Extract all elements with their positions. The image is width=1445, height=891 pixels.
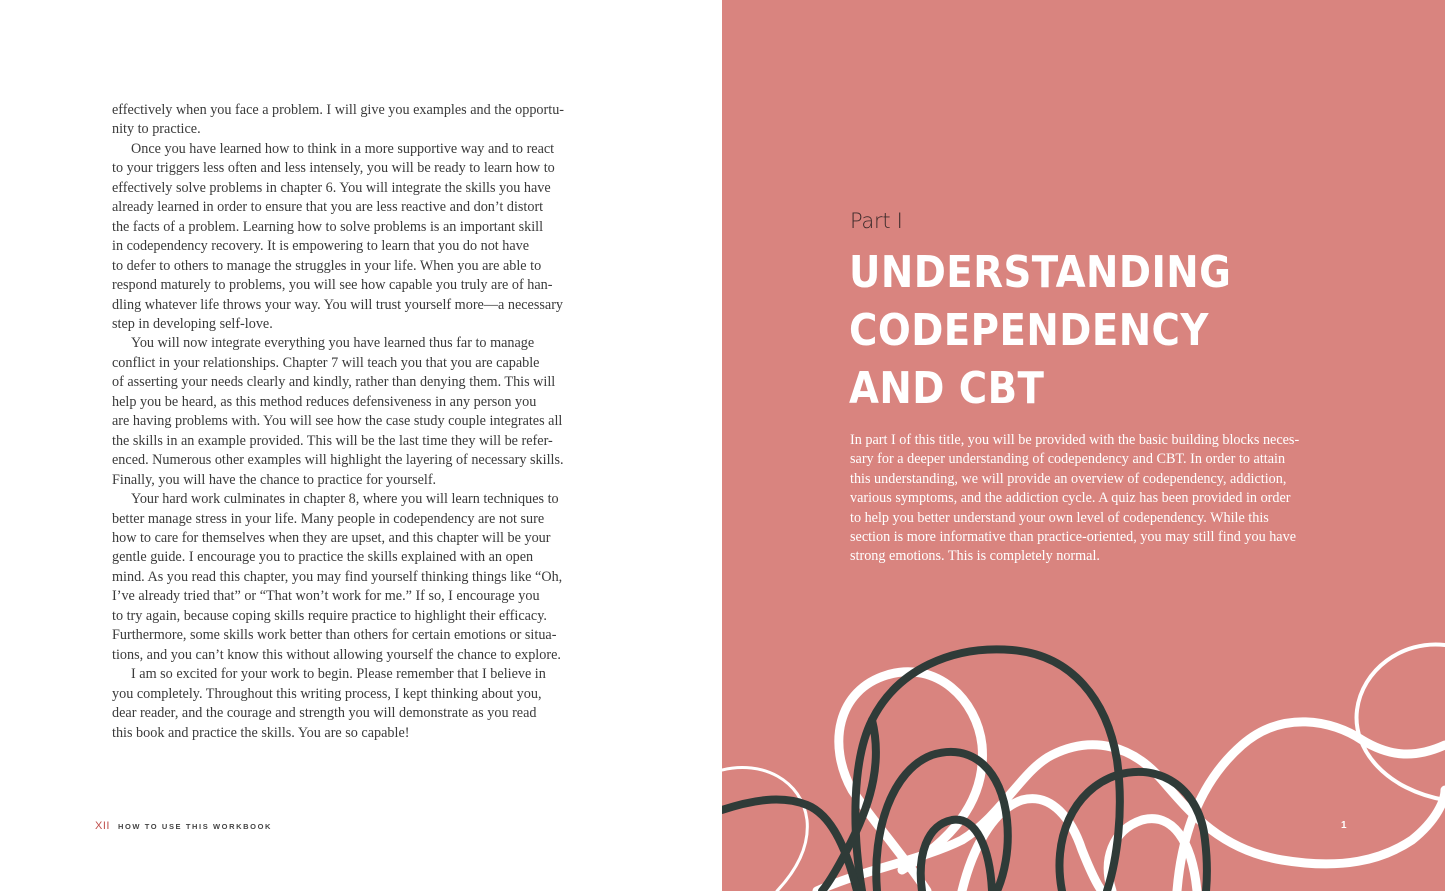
text-line: Once you have learned how to think in a more supportive way and to react (131, 140, 555, 157)
title-line: CODEPENDENCY (849, 305, 1209, 356)
part-label: Part I (850, 209, 903, 233)
text-line: to try again, because coping skills require practice to highlight their efficacy. (112, 607, 547, 624)
left-folio (95, 820, 272, 832)
text-line: Furthermore, some skills work better than others for certain emotions or situa- (112, 627, 557, 644)
text-line: section is more informative than practice-oriented, you may still find you have (850, 529, 1296, 546)
text-line: Your hard work culminates in chapter 8, where you will learn techniques to (131, 491, 559, 508)
text-line: mind. As you read this chapter, you may find yourself thinking things like “Oh, (112, 568, 563, 585)
text-line: step in developing self-love. (112, 315, 273, 332)
text-line: I am so excited for your work to begin. Please remember that I believe in (131, 666, 546, 683)
text-line: to defer to others to manage the struggles in your life. When you are able to (112, 257, 542, 274)
text-line: to help you better understand your own level of codependency. While this (850, 509, 1269, 526)
text-line: dling whatever life throws your way. You will trust yourself more—a necessary (112, 296, 564, 313)
paragraph-2 (112, 140, 602, 335)
part-intro (850, 431, 1340, 567)
text-line: help you be heard, as this method reduces defensiveness in any person you (112, 393, 537, 410)
right-page (722, 0, 1445, 891)
text-line: the skills in an example provided. This will be the last time they will be refer- (112, 432, 553, 449)
page-number: XII (95, 820, 110, 832)
text-line: I’ve already tried that” or “That won’t work for me.” If so, I encourage you (112, 588, 540, 605)
text-line: In part I of this title, you will be provided with the basic building blocks neces- (850, 432, 1300, 448)
paragraph-1 (112, 101, 602, 140)
text-line: in codependency recovery. It is empowering to learn that you do not have (112, 238, 530, 255)
text-line: dear reader, and the courage and strength you will demonstrate as you read (112, 705, 537, 722)
text-line: tions, and you can’t know this without allowing yourself the chance to explore. (112, 646, 561, 663)
running-head: HOW TO USE THIS WORKBOOK (117, 822, 273, 831)
page-number: 1 (1341, 820, 1347, 831)
text-line: how to care for themselves when they are upset, and this chapter will be your (112, 529, 551, 546)
title-line: AND CBT (849, 363, 1045, 414)
text-line: You will now integrate everything you have learned thus far to manage (131, 335, 535, 352)
text-line: effectively solve problems in chapter 6. You will integrate the skills you have (112, 179, 551, 196)
text-line: this book and practice the skills. You are so capable! (112, 724, 410, 741)
text-line: conflict in your relationships. Chapter 7 will teach you that you are capable (112, 354, 540, 371)
left-page (0, 0, 722, 891)
text-line: Finally, you will have the chance to practice for yourself. (112, 471, 437, 488)
title-line: UNDERSTANDING (849, 247, 1232, 298)
text-line: sary for a deeper understanding of codependency and CBT. In order to attain (850, 451, 1286, 468)
text-line: better manage stress in your life. Many people in codependency are not sure (112, 510, 545, 527)
text-line: this understanding, we will provide an overview of codependency, addiction, (850, 470, 1287, 487)
text-line: gentle guide. I encourage you to practice the skills explained with an open (112, 549, 534, 566)
text-line: effectively when you face a problem. I will give you examples and the opportu- (112, 102, 565, 118)
text-line: strong emotions. This is completely normal. (850, 548, 1100, 565)
left-page-body (112, 101, 602, 743)
text-line: you completely. Throughout this writing process, I kept thinking about you, (112, 685, 542, 702)
text-line: already learned in order to ensure that you are less reactive and don’t distort (112, 199, 544, 216)
text-line: to your triggers less often and less intensely, you will be ready to learn how to (112, 160, 555, 177)
text-line: various symptoms, and the addiction cycle. A quiz has been provided in order (850, 490, 1291, 507)
text-line: nity to practice. (112, 121, 201, 138)
text-line: enced. Numerous other examples will highlight the layering of necessary skills. (112, 452, 564, 469)
paragraph-4 (112, 490, 602, 665)
part-title (849, 244, 1231, 418)
paragraph-5 (112, 665, 602, 743)
paragraph-3 (112, 334, 602, 490)
text-line: the facts of a problem. Learning how to solve problems is an important skill (112, 218, 544, 235)
text-line: of asserting your needs clearly and kindly, rather than denying them. This will (112, 374, 556, 391)
text-line: are having problems with. You will see how the case study couple integrates all (112, 413, 563, 430)
text-line: respond maturely to problems, you will see how capable you truly are of han- (112, 277, 553, 294)
